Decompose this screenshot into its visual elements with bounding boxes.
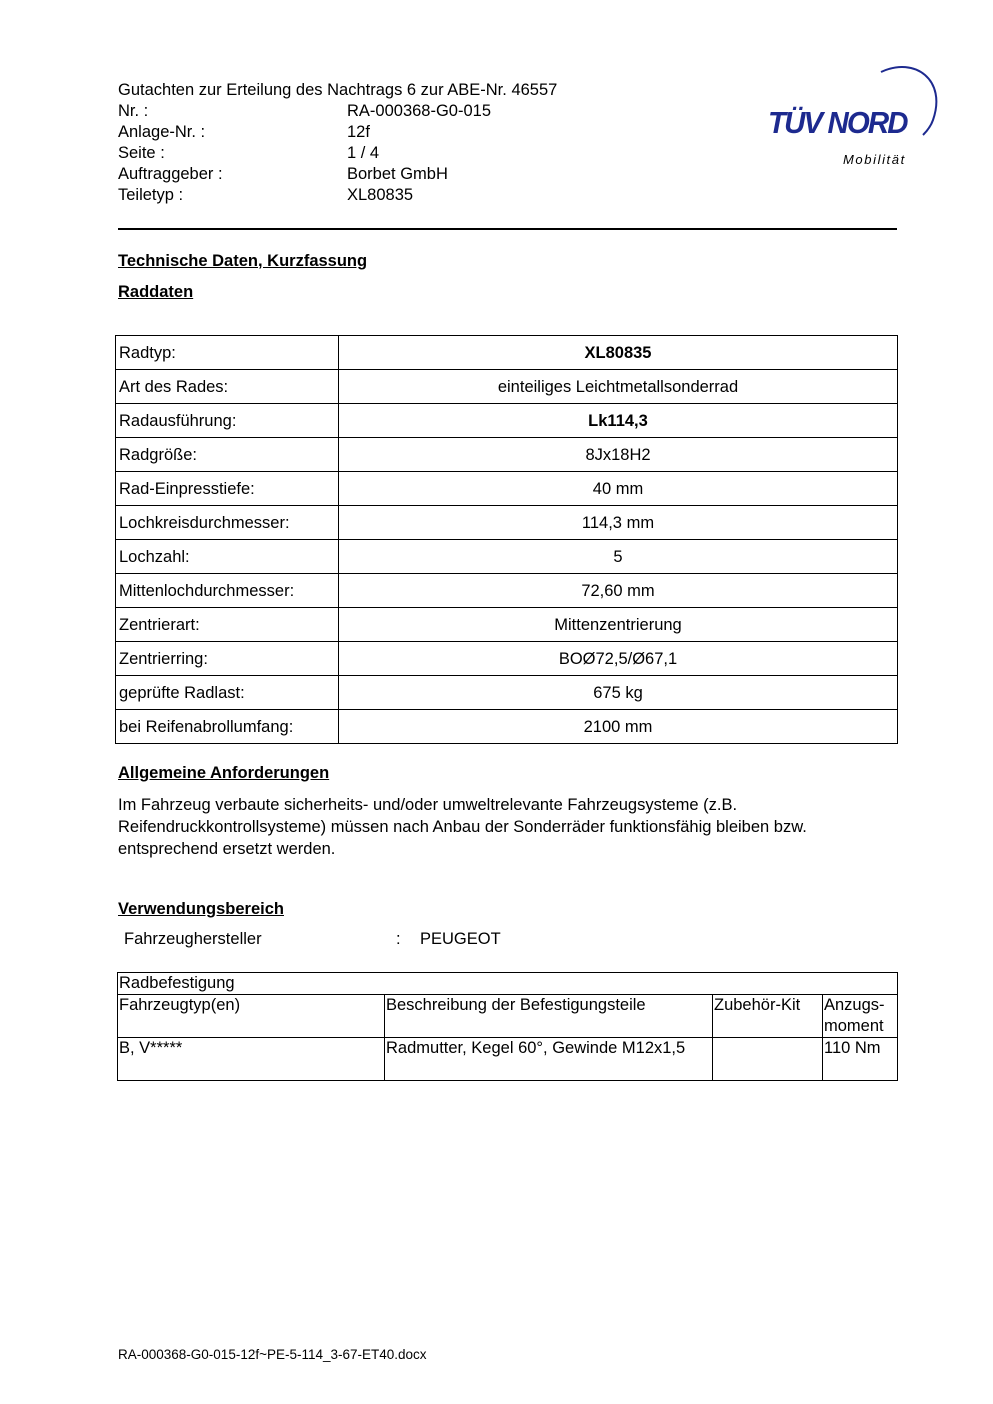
table-row (116, 506, 898, 540)
befestigung-title: Radbefestigung (118, 973, 898, 995)
logo-wordmark: TÜV NORD (768, 105, 907, 140)
raddaten-title: Raddaten (118, 283, 194, 301)
raddaten-value: XL80835 (339, 336, 898, 370)
befestigung-kit (713, 1038, 823, 1081)
table-row (116, 710, 898, 744)
raddaten-label: Zentrierring: (116, 642, 339, 676)
document-title: Gutachten zur Erteilung des Nachtrags 6 zur ABE-Nr. 46557 (118, 81, 558, 99)
header-value-anlage: 12f (347, 123, 370, 141)
raddaten-label: Lochzahl: (116, 540, 339, 574)
raddaten-label: Art des Rades: (116, 370, 339, 404)
raddaten-value: einteiliges Leichtmetallsonderrad (339, 370, 898, 404)
tuv-nord-logo (765, 58, 945, 173)
table-row (116, 676, 898, 710)
header-value-auftraggeber: Borbet GmbH (347, 165, 448, 183)
table-header-row (118, 995, 898, 1038)
table-row (116, 540, 898, 574)
header-label-anlage: Anlage-Nr. : (118, 123, 206, 141)
header-value-teiletyp: XL80835 (347, 186, 414, 204)
raddaten-value: Lk114,3 (339, 404, 898, 438)
raddaten-label: Radausführung: (116, 404, 339, 438)
table-row (116, 404, 898, 438)
table-row (116, 472, 898, 506)
table-row (116, 574, 898, 608)
column-header: Zubehör-Kit (713, 995, 823, 1038)
header-label-auftraggeber: Auftraggeber : (118, 165, 223, 183)
manufacturer-label: Fahrzeughersteller (124, 930, 262, 948)
header-value-nr: RA-000368-G0-015 (347, 102, 492, 120)
raddaten-value: 675 kg (339, 676, 898, 710)
raddaten-value: 72,60 mm (339, 574, 898, 608)
manufacturer-separator: : (396, 930, 401, 948)
raddaten-value: Mittenzentrierung (339, 608, 898, 642)
raddaten-value: BOØ72,5/Ø67,1 (339, 642, 898, 676)
befestigung-table (117, 972, 898, 1081)
table-row (116, 370, 898, 404)
raddaten-value: 114,3 mm (339, 506, 898, 540)
raddaten-label: Radgröße: (116, 438, 339, 472)
allgemeine-text: Im Fahrzeug verbaute sicherheits- und/oder umweltrelevante Fahrzeugsysteme (z.B. Reifendruckkontrollsysteme) müssen nach Anbau der Sonderräder funktionsfähig bleiben bzw. entsprechend ersetzt werden. (118, 796, 807, 858)
raddaten-label: Mittenlochdurchmesser: (116, 574, 339, 608)
befestigung-moment: 110 Nm (823, 1038, 898, 1081)
table-row (118, 973, 898, 995)
raddaten-value: 2100 mm (339, 710, 898, 744)
raddaten-label: Zentrierart: (116, 608, 339, 642)
footer-filename: RA-000368-G0-015-12f~PE-5-114_3-67-ET40.docx (118, 1347, 427, 1362)
raddaten-label: Radtyp: (116, 336, 339, 370)
logo-subtitle: Mobilität (843, 152, 906, 167)
table-row (116, 642, 898, 676)
raddaten-value: 8Jx18H2 (339, 438, 898, 472)
column-header: Anzugs-moment (823, 995, 898, 1038)
table-row (118, 1038, 898, 1081)
header-label-teiletyp: Teiletyp : (118, 186, 184, 204)
column-header: Fahrzeugtyp(en) (118, 995, 385, 1038)
raddaten-label: Lochkreisdurchmesser: (116, 506, 339, 540)
header-label-nr: Nr. : (118, 102, 149, 120)
raddaten-label: Rad-Einpresstiefe: (116, 472, 339, 506)
header-divider (118, 228, 897, 230)
raddaten-value: 40 mm (339, 472, 898, 506)
header-label-seite: Seite : (118, 144, 165, 162)
allgemeine-title: Allgemeine Anforderungen (118, 764, 330, 782)
verwendung-title: Verwendungsbereich (118, 900, 284, 918)
raddaten-value: 5 (339, 540, 898, 574)
raddaten-label: geprüfte Radlast: (116, 676, 339, 710)
befestigung-beschreibung: Radmutter, Kegel 60°, Gewinde M12x1,5 (385, 1038, 713, 1081)
column-header: Beschreibung der Befestigungsteile (385, 995, 713, 1038)
table-row (116, 336, 898, 370)
header-value-seite: 1 / 4 (347, 144, 380, 162)
tech-data-title: Technische Daten, Kurzfassung (118, 252, 368, 270)
manufacturer-value: PEUGEOT (420, 930, 501, 948)
table-row (116, 608, 898, 642)
table-row (116, 438, 898, 472)
befestigung-typ: B, V***** (118, 1038, 385, 1081)
raddaten-table (115, 335, 898, 744)
raddaten-label: bei Reifenabrollumfang: (116, 710, 339, 744)
